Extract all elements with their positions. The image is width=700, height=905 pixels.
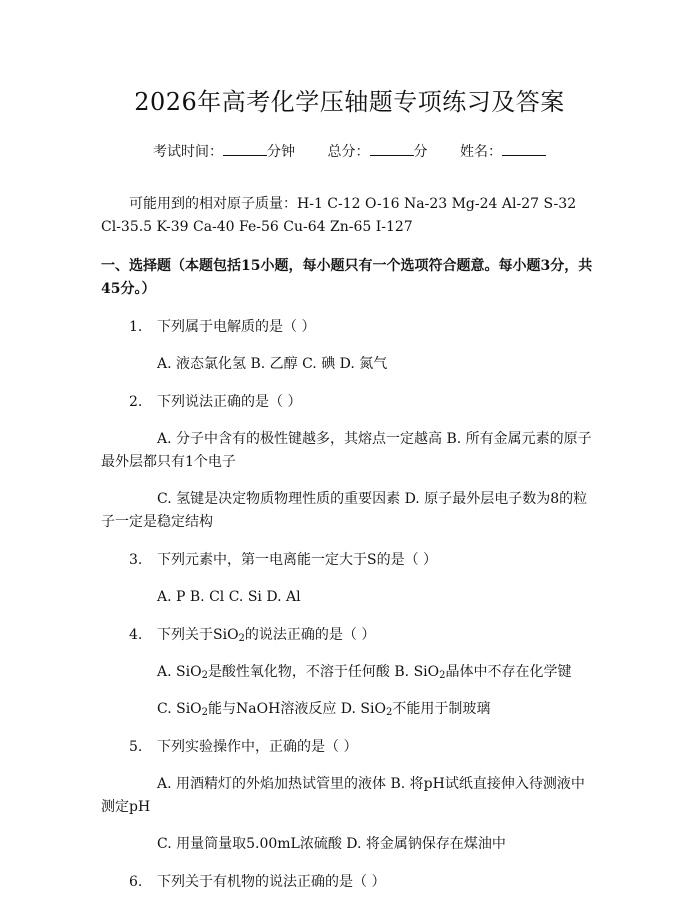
question-options: A. SiO$_2$是酸性氧化物，不溶于任何酸 B. SiO$_2$晶体中不存在化学键 bbox=[157, 664, 572, 681]
page-title: 2026年高考化学压轴题专项练习及答案 bbox=[134, 88, 565, 116]
question: 2. 下列说法正确的是（ ） bbox=[129, 394, 302, 410]
question: 6. 下列关于有机物的说法正确的是（ ） bbox=[129, 874, 386, 890]
atomic-masses: 可能用到的相对原子质量：H-1 C-12 O-16 Na-23 Mg-24 Al-27 S-32 Cl-35.5 K-39 Ca-40 Fe-56 Cu-64 Zn-65 I-127 bbox=[101, 196, 577, 235]
exam-meta bbox=[101, 141, 598, 161]
time-blank bbox=[223, 143, 267, 156]
question-options: C. 用量筒量取5.00mL浓硫酸 D. 将金属钠保存在煤油中 bbox=[157, 836, 506, 852]
exam-time: 考试时间： 分钟 bbox=[153, 144, 296, 160]
question-options: C. 氢键是决定物质物理性质的重要因素 D. 原子最外层电子数为8的粒子一定是稳定结构 bbox=[101, 491, 588, 530]
question: 4. 下列关于SiO$_2$的说法正确的是（ ） bbox=[129, 627, 376, 644]
section-heading: 一、选择题（本题包括15小题，每小题只有一个选项符合题意。每小题3分，共45分。） bbox=[101, 258, 593, 297]
question-options: A. 分子中含有的极性键越多，其熔点一定越高 B. 所有金属元素的原子最外层都只有1个电子 bbox=[101, 431, 592, 470]
question-options: A. P B. Cl C. Si D. Al bbox=[157, 589, 301, 605]
score-blank bbox=[370, 143, 414, 156]
question-options: A. 用酒精灯的外焰加热试管里的液体 B. 将pH试纸直接伸入待测液中测定pH bbox=[101, 776, 585, 815]
question: 3. 下列元素中，第一电离能一定大于S的是（ ） bbox=[129, 552, 438, 568]
question-options: A. 液态氯化氢 B. 乙醇 C. 碘 D. 氮气 bbox=[157, 356, 388, 372]
name-blank bbox=[502, 143, 546, 156]
student-name: 姓名： bbox=[460, 144, 546, 160]
exam-score: 总分： 分 bbox=[327, 144, 428, 160]
question-options: C. SiO$_2$能与NaOH溶液反应 D. SiO$_2$不能用于制玻璃 bbox=[157, 701, 491, 718]
question: 5. 下列实验操作中，正确的是（ ） bbox=[129, 739, 358, 755]
question: 1. 下列属于电解质的是（ ） bbox=[129, 319, 316, 335]
